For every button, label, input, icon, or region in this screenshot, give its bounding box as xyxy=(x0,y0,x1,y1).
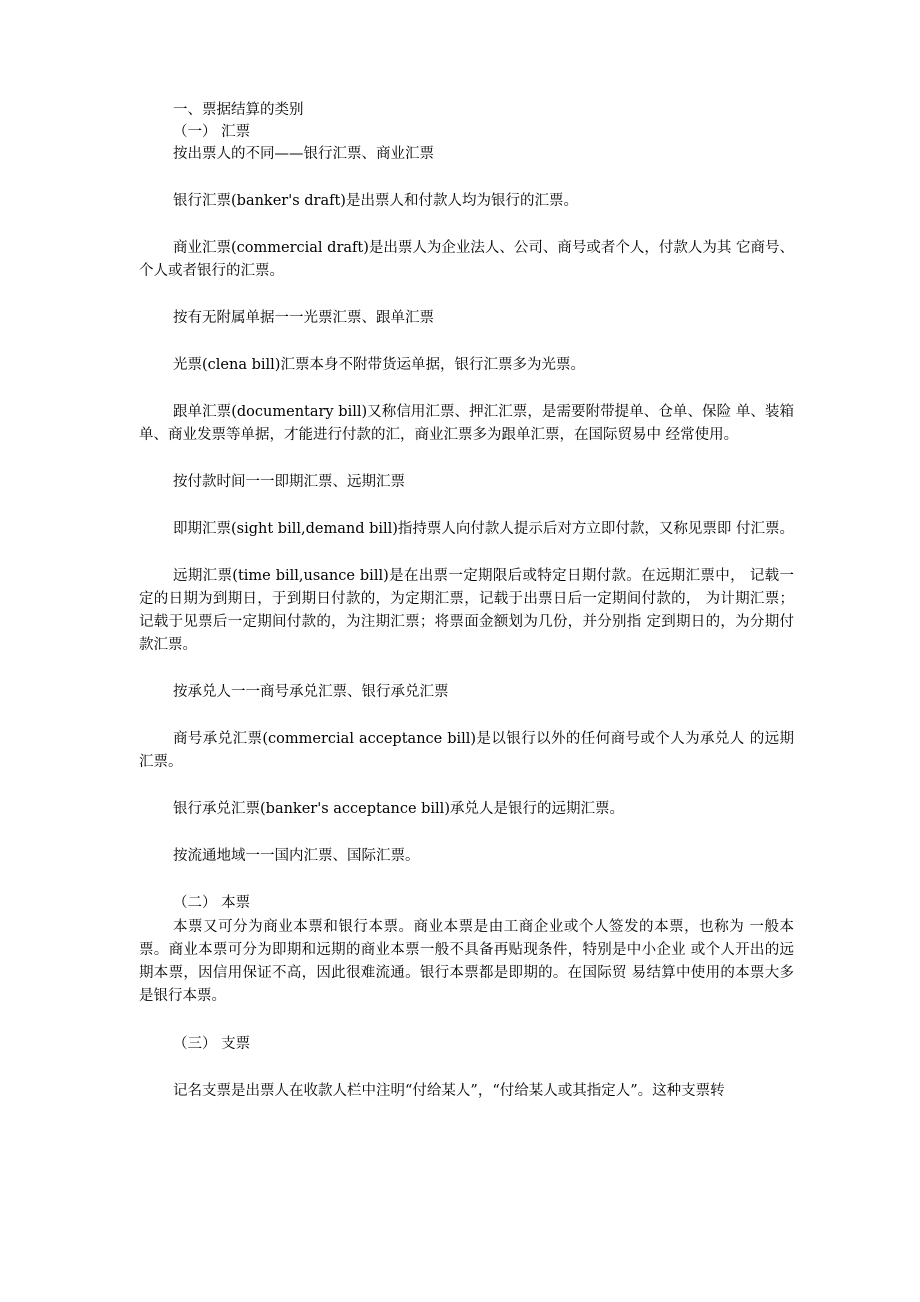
paragraph-documentary-bill: 跟单汇票(documentary bill)又称信用汇票、押汇汇票，是需要附带提单、仓单、保险 单、装箱单、商业发票等单据，才能进行付款的汇，商业汇票多为跟单汇票，在国际贸易中 经常使用。 xyxy=(139,404,794,443)
paragraph-time-bill: 远期汇票(time bill,usance bill)是在出票一定期限后或特定日期付款。在远期汇票中， 记载一定的日期为到期日，于到期日付款的，为定期汇票，记载于出票日后一定期间付款的， 为计期汇票；记载于见票后一定期间付款的，为注期汇票；将票面金额划为几份，并分别指 定到期日的，为分期付款汇票。 xyxy=(139,568,794,653)
classification-by-region: 按流通地域一一国内汇票、国际汇票。 xyxy=(173,848,420,864)
paragraph-commercial-acceptance: 商号承兑汇票(commercial acceptance bill)是以银行以外的任何商号或个人为承兑人 的远期汇票。 xyxy=(139,731,794,770)
subsection-heading-cheque: （三） 支票 xyxy=(173,1036,251,1052)
paragraph-clean-bill: 光票(clena bill)汇票本身不附带货运单据，银行汇票多为光票。 xyxy=(173,357,585,373)
section-heading: 一、票据结算的类别 xyxy=(173,102,304,118)
document-body xyxy=(139,99,794,1102)
subsection-heading-draft: （一） 汇票 xyxy=(173,124,251,140)
classification-by-time: 按付款时间一一即期汇票、远期汇票 xyxy=(173,474,405,490)
paragraph-registered-cheque: 记名支票是出票人在收款人栏中注明“付给某人”，“付给某人或其指定人”。这种支票转 xyxy=(173,1083,725,1099)
paragraph-sight-bill: 即期汇票(sight bill,demand bill)指持票人向付款人提示后对方立即付款，又称见票即 付汇票。 xyxy=(173,521,795,537)
classification-by-documents: 按有无附属单据一一光票汇票、跟单汇票 xyxy=(173,310,434,326)
paragraph-bankers-draft: 银行汇票(banker's draft)是出票人和付款人均为银行的汇票。 xyxy=(173,193,578,209)
paragraph-promissory-note: 本票又可分为商业本票和银行本票。商业本票是由工商企业或个人签发的本票，也称为 一般本票。商业本票可分为即期和远期的商业本票一般不具备再贴现条件，特别是中小企业 或个人开出的远期本票，因信用保证不高，因此很难流通。银行本票都是即期的。在国际贸 易结算中使用的本票大多是银行本票。 xyxy=(139,919,794,1004)
paragraph-commercial-draft: 商业汇票(commercial draft)是出票人为企业法人、公司、商号或者个人，付款人为其 它商号、个人或者银行的汇票。 xyxy=(139,240,794,279)
classification-by-acceptor: 按承兑人一一商号承兑汇票、银行承兑汇票 xyxy=(173,684,449,700)
subsection-heading-promissory-note: （二） 本票 xyxy=(173,895,251,911)
paragraph-bankers-acceptance: 银行承兑汇票(banker's acceptance bill)承兑人是银行的远期汇票。 xyxy=(173,801,624,817)
classification-by-drawer: 按出票人的不同——银行汇票、商业汇票 xyxy=(173,146,434,162)
